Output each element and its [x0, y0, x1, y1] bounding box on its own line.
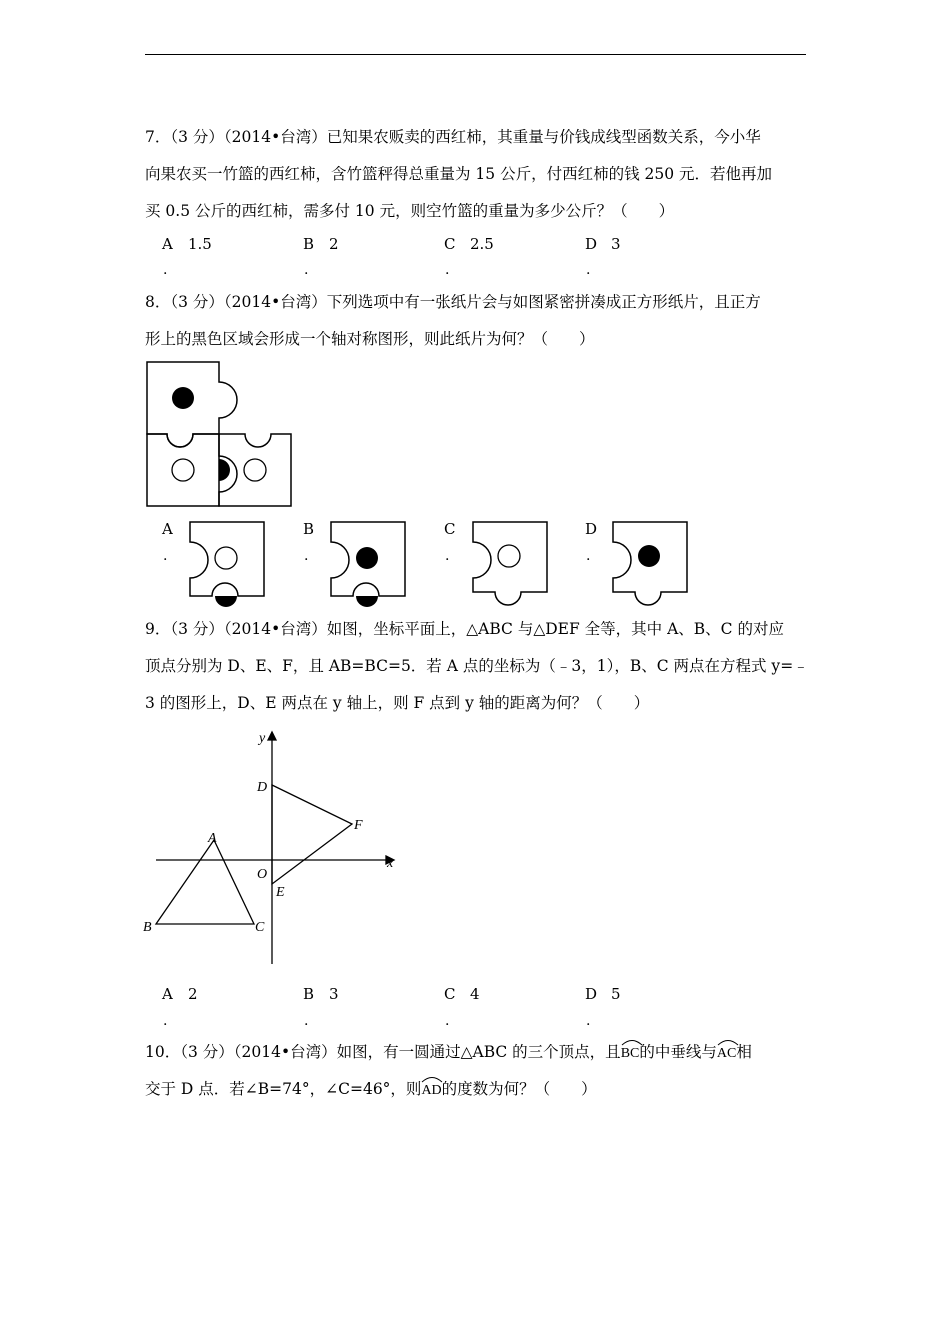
arc-mark-icon	[421, 1075, 443, 1083]
q9-option-a-text: 2	[188, 985, 198, 1003]
header-rule	[145, 54, 806, 55]
black-dot	[172, 387, 194, 409]
option-dot: .	[445, 548, 450, 564]
point-e-label: E	[276, 885, 285, 900]
q8-option-a-piece	[188, 520, 268, 605]
q8-puzzle-figure	[145, 360, 295, 510]
half-black-dot	[219, 459, 230, 481]
q10-line2-part2: 的度数为何？（ ）	[441, 1080, 597, 1098]
q9-option-b-letter: B	[303, 985, 315, 1003]
triangle-def	[272, 785, 352, 884]
option-dot: .	[586, 1013, 591, 1029]
point-b-label: B	[143, 920, 152, 935]
option-dot: .	[445, 262, 450, 278]
q10-line2	[145, 1079, 597, 1101]
q10-line1-part3: 相	[736, 1043, 752, 1061]
q9-line1: 9．（3 分）（2014•台湾）如图，坐标平面上，△ABC 与△DEF 全等，其中 A、B、C 的对应	[145, 620, 784, 638]
q9-line2: 顶点分别为 D、E、F，且 AB=BC=5．若 A 点的坐标为（﹣3，1），B、C 两点在方程式 y=﹣	[145, 657, 809, 675]
q8-option-c-letter: C	[444, 520, 456, 538]
y-axis-arrow	[268, 732, 276, 740]
q8-option-d-piece	[611, 520, 691, 605]
option-dot: .	[586, 548, 591, 564]
q9-option-a-letter: A	[162, 985, 173, 1003]
q7-option-b-letter: B	[303, 235, 315, 253]
arc-mark-icon	[621, 1038, 643, 1046]
arc-ac	[717, 1042, 736, 1064]
q9-option-c-text: 4	[470, 985, 480, 1003]
q9-option-c-letter: C	[444, 985, 456, 1003]
q7-line2: 向果农买一竹篮的西红柿，含竹篮秤得总重量为 15 公斤，付西红柿的钱 250 元．若他再加	[145, 165, 773, 183]
option-dot: .	[586, 262, 591, 278]
arc-ad-text: AD	[421, 1083, 442, 1098]
q7-line1: 7．（3 分）（2014•台湾）已知果农贩卖的西红柿，其重量与价钱成线型函数关系，今小华	[145, 128, 761, 146]
q9-line3: 3 的图形上，D、E 两点在 y 轴上，则 F 点到 y 轴的距离为何？（ ）	[145, 694, 650, 712]
option-dot: .	[304, 548, 309, 564]
white-dot	[172, 459, 194, 481]
q9-option-b-text: 3	[329, 985, 339, 1003]
q7-line3: 买 0.5 公斤的西红柿，需多付 10 元，则空竹篮的重量为多少公斤？（ ）	[145, 202, 675, 220]
option-dot: .	[163, 548, 168, 564]
x-axis-label: x	[387, 856, 394, 871]
point-d-label: D	[257, 780, 268, 795]
q9-option-d-text: 5	[611, 985, 621, 1003]
arc-bc-text: BC	[620, 1046, 640, 1061]
q9-option-d-letter: D	[585, 985, 598, 1003]
q10-line2-part1: 交于 D 点．若∠B=74°，∠C=46°，则	[145, 1080, 422, 1098]
origin-label: O	[257, 867, 268, 882]
q10-line1-part1: 10．（3 分）（2014•台湾）如图，有一圆通过△ABC 的三个顶点，且	[145, 1043, 621, 1061]
y-axis-label: y	[259, 731, 266, 746]
q9-coordinate-graph	[140, 728, 405, 968]
point-a-label: A	[208, 831, 217, 846]
q8-line1: 8．（3 分）（2014•台湾）下列选项中有一张纸片会与如图紧密拼凑成正方形纸片，且正方	[145, 293, 761, 311]
q8-option-d-letter: D	[585, 520, 598, 538]
q10-line1-part2: 的中垂线与	[639, 1043, 717, 1061]
arc-mark-icon	[717, 1038, 739, 1046]
option-dot: .	[304, 1013, 309, 1029]
arc-ad	[421, 1079, 441, 1101]
point-f-label: F	[354, 818, 363, 833]
option-dot: .	[304, 262, 309, 278]
option-dot: .	[445, 1013, 450, 1029]
q8-option-a-letter: A	[162, 520, 173, 538]
q8-option-c-piece	[471, 520, 551, 605]
q8-line2: 形上的黑色区域会形成一个轴对称图形，则此纸片为何？（ ）	[145, 330, 595, 348]
q7-option-d-text: 3	[611, 235, 621, 253]
q7-option-b-text: 2	[329, 235, 339, 253]
white-dot	[244, 459, 266, 481]
q7-option-a-text: 1.5	[188, 235, 212, 253]
q8-option-b-letter: B	[303, 520, 315, 538]
arc-bc	[621, 1042, 640, 1064]
q7-option-c-letter: C	[444, 235, 456, 253]
q10-line1	[145, 1042, 752, 1064]
arc-ac-text: AC	[716, 1046, 737, 1061]
q7-option-c-text: 2.5	[470, 235, 494, 253]
q8-option-b-piece	[329, 520, 409, 605]
point-c-label: C	[255, 920, 265, 935]
triangle-abc	[156, 840, 254, 924]
q7-option-a-letter: A	[162, 235, 173, 253]
q7-option-d-letter: D	[585, 235, 598, 253]
option-dot: .	[163, 262, 168, 278]
option-dot: .	[163, 1013, 168, 1029]
